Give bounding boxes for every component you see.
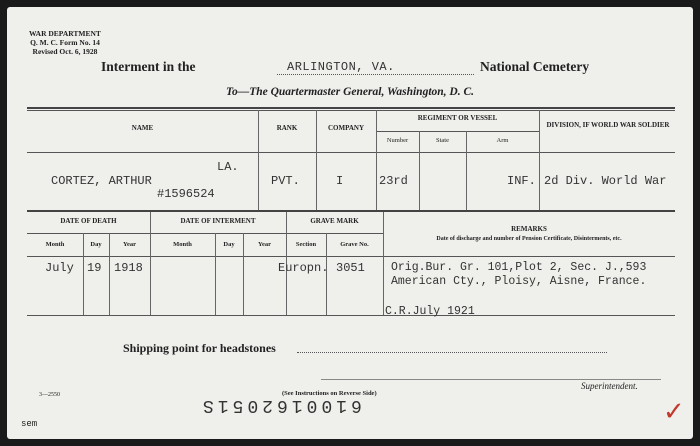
section-label: Section xyxy=(295,241,317,248)
lower-header-bottom xyxy=(27,256,675,257)
date-of-interment-label: DATE OF INTERMENT xyxy=(180,217,256,225)
remarks-line-3: C.R.July 1921 xyxy=(385,305,475,318)
remarks-line-2: American Cty., Ploisy, Aisne, France. xyxy=(391,275,647,288)
col-divider-regiment xyxy=(376,110,377,210)
shipping-label: Shipping point for headstones xyxy=(123,341,276,355)
form-identification xyxy=(29,29,101,56)
arm-value: INF. xyxy=(507,174,536,188)
death-day-label: Day xyxy=(90,241,102,248)
col-regiment-label: REGIMENT OR VESSEL xyxy=(417,114,498,122)
grave-no-label: Grave No. xyxy=(340,241,369,248)
form-dept: WAR DEPARTMENT xyxy=(29,29,101,38)
col-state-label: State xyxy=(436,137,449,144)
regiment-number-value: 23rd xyxy=(379,174,408,188)
interment-card xyxy=(7,7,693,439)
header-bottom-line xyxy=(27,152,675,153)
lower-sub-line xyxy=(27,233,383,234)
remarks-label: REMARKS xyxy=(511,225,547,233)
col-arm-label: Arm xyxy=(496,137,509,144)
superintendent-label: Superintendent. xyxy=(581,381,638,391)
date-of-death-label: DATE OF DEATH xyxy=(60,217,117,225)
shipping-blank-line xyxy=(297,352,607,353)
death-year-value: 1918 xyxy=(114,261,143,275)
interment-day-label: Day xyxy=(223,241,235,248)
cemetery-blank-line xyxy=(277,74,474,75)
col-rank-label: RANK xyxy=(276,124,298,132)
col-divider-division xyxy=(539,110,540,210)
superintendent-line xyxy=(321,379,661,380)
remarks-line-1: Orig.Bur. Gr. 101,Plot 2, Sec. J.,593 xyxy=(391,261,647,274)
grave-mark-label: GRAVE MARK xyxy=(310,217,359,225)
lower-table-bottom xyxy=(27,315,675,316)
state-mark: LA. xyxy=(217,160,239,174)
form-code: 3—2550 xyxy=(39,392,60,398)
serial-number: #1596524 xyxy=(157,187,215,201)
col-company-label: COMPANY xyxy=(327,124,365,132)
grave-no-value: 3051 xyxy=(336,261,365,275)
rank-value: PVT. xyxy=(271,174,300,188)
to-line: To—The Quartermaster General, Washington, D. C. xyxy=(225,86,475,98)
interment-year-label: Year xyxy=(258,241,271,248)
title-prefix: Interment in the xyxy=(101,59,196,74)
form-number: Q. M. C. Form No. 14 xyxy=(30,38,100,47)
regiment-sub-line xyxy=(376,131,539,132)
clerk-initials: sem xyxy=(21,419,38,429)
lower-table-top xyxy=(27,210,675,212)
instructions-note: (See Instructions on Reverse Side) xyxy=(282,390,377,397)
remarks-sublabel: Date of discharge and number of Pension Certificate, Disinterments, etc. xyxy=(436,236,622,242)
table-top-border xyxy=(27,107,675,109)
form-revised: Revised Oct. 6, 1928 xyxy=(32,47,98,56)
lower-divider-interment xyxy=(150,212,151,315)
section-value: Europn. xyxy=(278,261,329,275)
cemetery-name: ARLINGTON, VA. xyxy=(287,60,395,74)
check-mark-icon: ✓ xyxy=(663,397,685,427)
death-year-label: Year xyxy=(123,241,136,248)
death-month-label: Month xyxy=(45,241,65,248)
col-number-label: Number xyxy=(386,137,409,144)
death-month-value: July xyxy=(45,261,74,275)
division-value: 2d Div. World War xyxy=(544,174,667,188)
death-day-value: 19 xyxy=(87,261,102,275)
interment-month-label: Month xyxy=(173,241,192,248)
title-suffix: National Cemetery xyxy=(480,59,590,74)
col-division-label: DIVISION, IF WORLD WAR SOLDIER xyxy=(546,121,670,129)
company-value: I xyxy=(336,174,344,188)
table-top-border-inner xyxy=(27,110,675,111)
stamp-number: 6100162051S xyxy=(199,395,362,415)
col-name-label: NAME xyxy=(131,124,154,132)
soldier-name: CORTEZ, ARTHUR xyxy=(51,174,152,188)
